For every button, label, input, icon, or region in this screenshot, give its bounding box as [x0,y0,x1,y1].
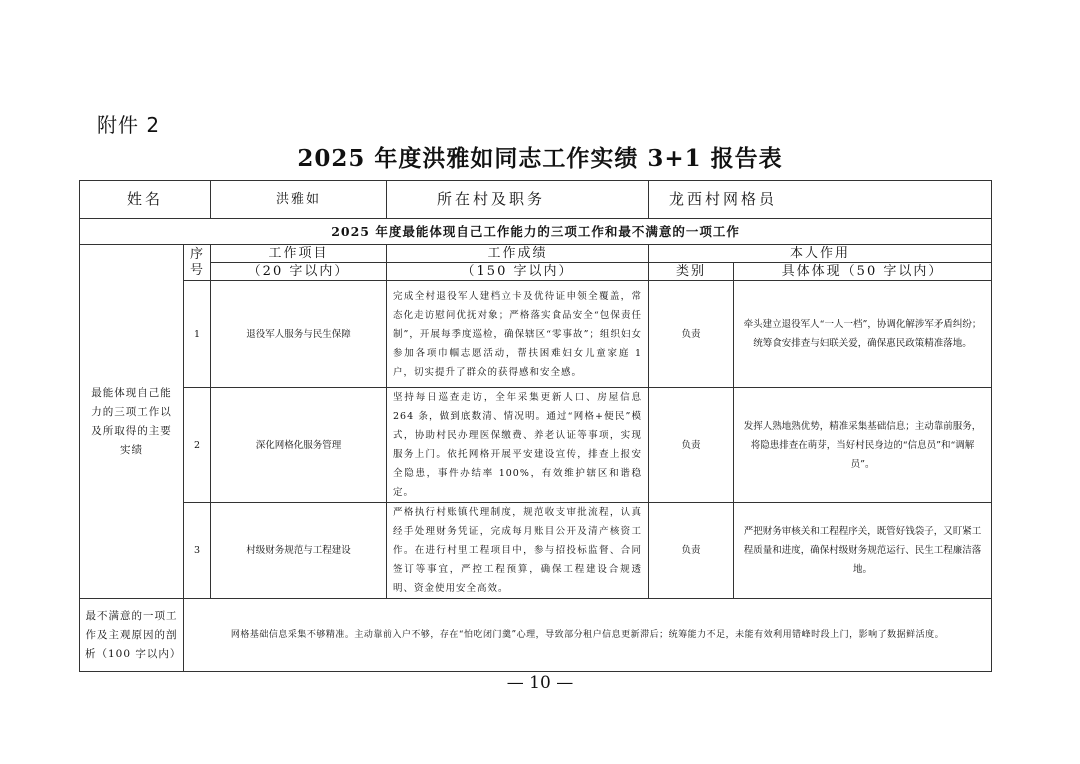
row-detail: 严把财务审核关和工程程序关，既管好钱袋子，又盯紧工程质量和进度，确保村级财务规范运行、民生工程廉洁落地。 [734,503,992,599]
report-table [79,180,992,672]
row-category: 负责 [649,503,734,599]
row-achievement: 完成全村退役军人建档立卡及优待证申领全覆盖，常态化走访慰问优抚对象；严格落实食品安全“包保责任制”，开展每季度巡检，确保辖区“零事故”；组织妇女参加各项巾帼志愿活动，帮扶困难妇女儿童家庭 1 户，切实提升了群众的获得感和安全感。 [387,281,649,388]
col-category: 类别 [649,263,734,281]
row-category: 负责 [649,281,734,388]
row-detail: 发挥人熟地熟优势，精准采集基础信息；主动靠前服务，将隐患排查在萌芽，当好村民身边的“信息员”和“调解员”。 [734,388,992,503]
position-value: 龙西村网格员 [649,181,992,219]
col-achievement: 工作成绩 [387,245,649,263]
attachment-label: 附件 2 [97,113,161,137]
row-project: 退役军人服务与民生保障 [211,281,387,388]
section-title: 2025 年度最能体现自己工作能力的三项工作和最不满意的一项工作 [80,219,992,245]
name-value: 洪雅如 [211,181,387,219]
table-row [80,281,992,388]
col-achievement-note: （150 字以内） [387,263,649,281]
best-work-label: 最能体现自己能力的三项工作以及所取得的主要实绩 [80,245,184,599]
row-project: 村级财务规范与工程建设 [211,503,387,599]
page-title: 2025 年度洪雅如同志工作实绩 3+1 报告表 [297,145,783,172]
worst-work-label: 最不满意的一项工作及主观原因的剖析（100 字以内） [80,599,184,672]
table-row [80,503,992,599]
row-project: 深化网格化服务管理 [211,388,387,503]
row-seq: 2 [184,388,211,503]
table-row [80,388,992,503]
col-role: 本人作用 [649,245,992,263]
name-label: 姓名 [80,181,211,219]
col-project: 工作项目 [211,245,387,263]
col-seq: 序号 [184,245,211,281]
row-achievement: 严格执行村账镇代理制度，规范收支审批流程，认真经手处理财务凭证，完成每月账目公开及清产核资工作。在进行村里工程项目中，参与招投标监督、合同签订等事宜，严控工程预算，确保工程建设合规透明、资金使用安全高效。 [387,503,649,599]
col-detail: 具体体现（50 字以内） [734,263,992,281]
row-achievement: 坚持每日巡查走访，全年采集更新人口、房屋信息 264 条，做到底数清、情况明。通过“网格+便民”模式，协助村民办理医保缴费、养老认证等事项，实现服务上门。依托网格开展平安建设宣传，排查上报安全隐患，事件办结率 100%，有效维护辖区和谐稳定。 [387,388,649,503]
row-category: 负责 [649,388,734,503]
row-seq: 3 [184,503,211,599]
row-seq: 1 [184,281,211,388]
page-number: — 10 — [506,673,574,693]
row-detail: 牵头建立退役军人“一人一档”，协调化解涉军矛盾纠纷；统筹食安排查与妇联关爱，确保惠民政策精准落地。 [734,281,992,388]
col-project-note: （20 字以内） [211,263,387,281]
position-label: 所在村及职务 [387,181,649,219]
worst-work-content: 网格基础信息采集不够精准。主动靠前入户不够，存在“怕吃闭门羹”心理，导致部分租户信息更新滞后；统筹能力不足，未能有效利用错峰时段上门，影响了数据鲜活度。 [184,599,992,672]
